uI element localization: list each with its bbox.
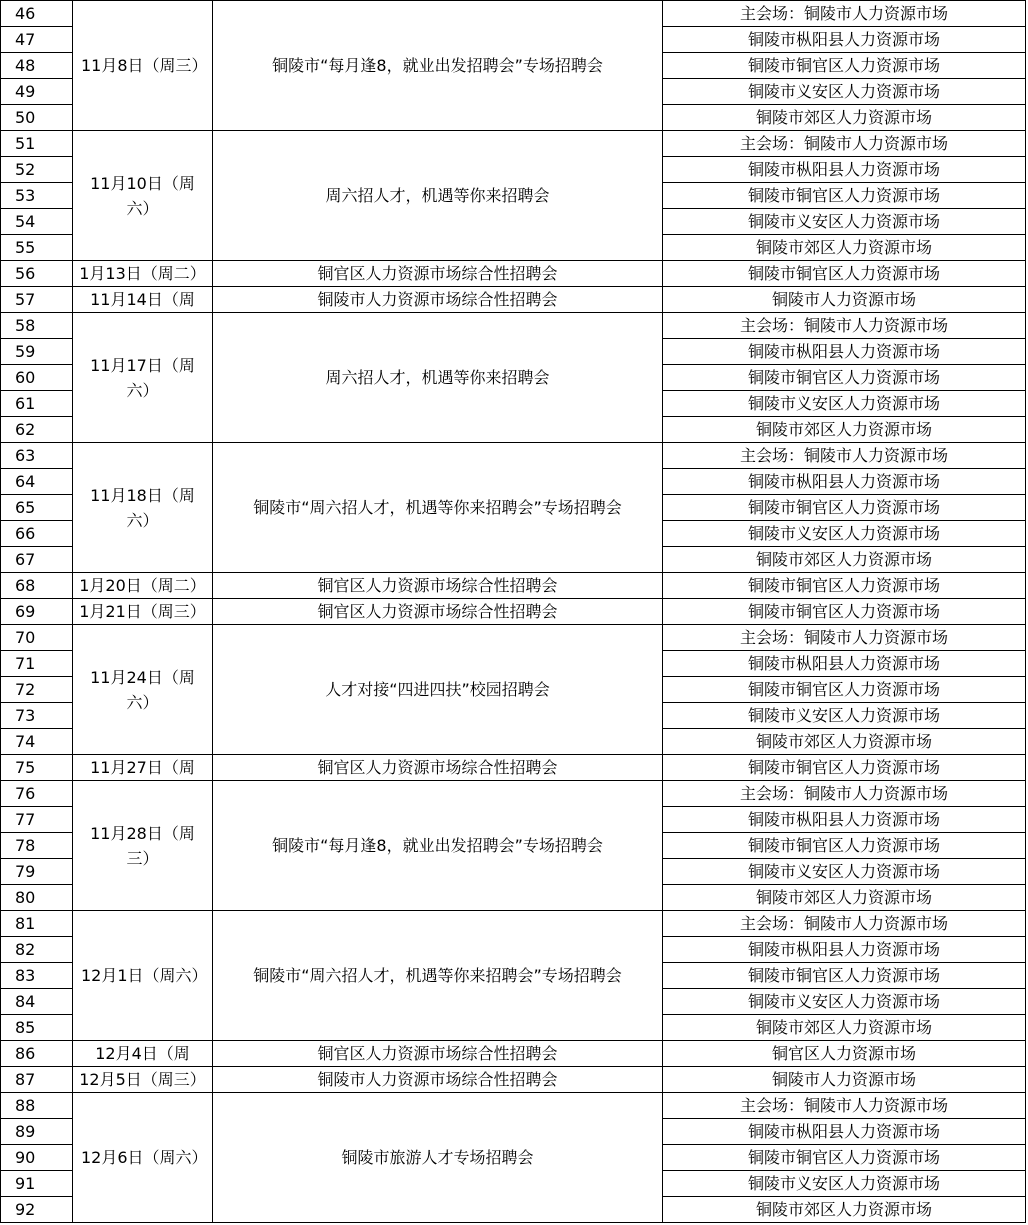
row-number: 64 — [1, 469, 73, 495]
fair-venue: 铜陵市义安区人力资源市场 — [663, 521, 1026, 547]
row-number: 63 — [1, 443, 73, 469]
fair-name: 人才对接“四进四扶”校园招聘会 — [213, 625, 663, 755]
fair-date: 12月5日（周三） — [73, 1067, 213, 1093]
row-number: 91 — [1, 1171, 73, 1197]
fair-venue: 铜陵市铜官区人力资源市场 — [663, 1145, 1026, 1171]
table-row — [1, 1067, 1026, 1093]
table-row — [1, 625, 1026, 651]
row-number: 52 — [1, 157, 73, 183]
fair-venue: 铜陵市义安区人力资源市场 — [663, 391, 1026, 417]
fair-date: 11月17日（周六） — [73, 313, 213, 443]
row-number: 84 — [1, 989, 73, 1015]
row-number: 78 — [1, 833, 73, 859]
fair-venue: 铜陵市铜官区人力资源市场 — [663, 53, 1026, 79]
fair-date: 12月1日（周六） — [73, 911, 213, 1041]
row-number: 88 — [1, 1093, 73, 1119]
fair-venue: 铜陵市枞阳县人力资源市场 — [663, 157, 1026, 183]
row-number: 59 — [1, 339, 73, 365]
row-number: 85 — [1, 1015, 73, 1041]
fair-venue: 铜陵市铜官区人力资源市场 — [663, 261, 1026, 287]
row-number: 54 — [1, 209, 73, 235]
table-body — [1, 1, 1026, 1223]
row-number: 92 — [1, 1197, 73, 1223]
fair-venue: 铜官区人力资源市场 — [663, 1041, 1026, 1067]
fair-venue: 铜陵市枞阳县人力资源市场 — [663, 469, 1026, 495]
table-row — [1, 313, 1026, 339]
fair-name: 铜陵市“周六招人才，机遇等你来招聘会”专场招聘会 — [213, 911, 663, 1041]
row-number: 53 — [1, 183, 73, 209]
fair-venue: 主会场：铜陵市人力资源市场 — [663, 781, 1026, 807]
table-row — [1, 573, 1026, 599]
fair-date: 12月4日（周 — [73, 1041, 213, 1067]
fair-name: 铜官区人力资源市场综合性招聘会 — [213, 573, 663, 599]
row-number: 72 — [1, 677, 73, 703]
fair-venue: 铜陵市人力资源市场 — [663, 287, 1026, 313]
fair-venue: 铜陵市郊区人力资源市场 — [663, 1197, 1026, 1223]
table-row — [1, 1, 1026, 27]
fair-name: 铜陵市旅游人才专场招聘会 — [213, 1093, 663, 1223]
row-number: 61 — [1, 391, 73, 417]
row-number: 76 — [1, 781, 73, 807]
fair-venue: 铜陵市枞阳县人力资源市场 — [663, 807, 1026, 833]
fair-name: 周六招人才，机遇等你来招聘会 — [213, 313, 663, 443]
table-row — [1, 911, 1026, 937]
table-row — [1, 287, 1026, 313]
fair-name: 铜陵市人力资源市场综合性招聘会 — [213, 1067, 663, 1093]
fair-name: 铜官区人力资源市场综合性招聘会 — [213, 599, 663, 625]
fair-name: 铜官区人力资源市场综合性招聘会 — [213, 1041, 663, 1067]
fair-name: 铜官区人力资源市场综合性招聘会 — [213, 755, 663, 781]
fair-date: 11月10日（周六） — [73, 131, 213, 261]
fair-date: 11月18日（周六） — [73, 443, 213, 573]
row-number: 73 — [1, 703, 73, 729]
row-number: 90 — [1, 1145, 73, 1171]
fair-date: 11月24日（周六） — [73, 625, 213, 755]
fair-name: 铜陵市人力资源市场综合性招聘会 — [213, 287, 663, 313]
row-number: 74 — [1, 729, 73, 755]
fair-venue: 铜陵市枞阳县人力资源市场 — [663, 1119, 1026, 1145]
fair-venue: 铜陵市郊区人力资源市场 — [663, 729, 1026, 755]
fair-name: 铜陵市“周六招人才，机遇等你来招聘会”专场招聘会 — [213, 443, 663, 573]
row-number: 86 — [1, 1041, 73, 1067]
fair-venue: 铜陵市枞阳县人力资源市场 — [663, 27, 1026, 53]
row-number: 57 — [1, 287, 73, 313]
fair-date: 11月27日（周 — [73, 755, 213, 781]
fair-venue: 主会场：铜陵市人力资源市场 — [663, 443, 1026, 469]
row-number: 80 — [1, 885, 73, 911]
row-number: 62 — [1, 417, 73, 443]
fair-venue: 铜陵市义安区人力资源市场 — [663, 79, 1026, 105]
fair-venue: 铜陵市铜官区人力资源市场 — [663, 963, 1026, 989]
fair-venue: 主会场：铜陵市人力资源市场 — [663, 313, 1026, 339]
fair-venue: 主会场：铜陵市人力资源市场 — [663, 911, 1026, 937]
fair-venue: 铜陵市枞阳县人力资源市场 — [663, 651, 1026, 677]
fair-venue: 主会场：铜陵市人力资源市场 — [663, 1, 1026, 27]
table-row — [1, 443, 1026, 469]
row-number: 56 — [1, 261, 73, 287]
row-number: 68 — [1, 573, 73, 599]
row-number: 67 — [1, 547, 73, 573]
table-row — [1, 755, 1026, 781]
row-number: 83 — [1, 963, 73, 989]
row-number: 77 — [1, 807, 73, 833]
row-number: 87 — [1, 1067, 73, 1093]
fair-venue: 铜陵市郊区人力资源市场 — [663, 547, 1026, 573]
fair-venue: 铜陵市铜官区人力资源市场 — [663, 183, 1026, 209]
fair-name: 铜陵市“每月逢8，就业出发招聘会”专场招聘会 — [213, 781, 663, 911]
fair-date: 1月20日（周二） — [73, 573, 213, 599]
row-number: 46 — [1, 1, 73, 27]
fair-venue: 主会场：铜陵市人力资源市场 — [663, 1093, 1026, 1119]
fair-venue: 铜陵市枞阳县人力资源市场 — [663, 937, 1026, 963]
fair-name: 铜陵市“每月逢8，就业出发招聘会”专场招聘会 — [213, 1, 663, 131]
row-number: 65 — [1, 495, 73, 521]
fair-venue: 主会场：铜陵市人力资源市场 — [663, 131, 1026, 157]
table-row — [1, 1041, 1026, 1067]
table-row — [1, 131, 1026, 157]
fair-venue: 铜陵市郊区人力资源市场 — [663, 105, 1026, 131]
row-number: 55 — [1, 235, 73, 261]
row-number: 60 — [1, 365, 73, 391]
fair-venue: 铜陵市义安区人力资源市场 — [663, 989, 1026, 1015]
fair-venue: 铜陵市铜官区人力资源市场 — [663, 755, 1026, 781]
row-number: 89 — [1, 1119, 73, 1145]
table-row — [1, 599, 1026, 625]
row-number: 48 — [1, 53, 73, 79]
fair-venue: 铜陵市枞阳县人力资源市场 — [663, 339, 1026, 365]
fair-date: 1月13日（周二） — [73, 261, 213, 287]
fair-venue: 铜陵市义安区人力资源市场 — [663, 1171, 1026, 1197]
fair-venue: 铜陵市铜官区人力资源市场 — [663, 573, 1026, 599]
fair-venue: 铜陵市铜官区人力资源市场 — [663, 599, 1026, 625]
fair-venue: 铜陵市铜官区人力资源市场 — [663, 677, 1026, 703]
fair-venue: 铜陵市郊区人力资源市场 — [663, 1015, 1026, 1041]
fair-venue: 铜陵市郊区人力资源市场 — [663, 417, 1026, 443]
fair-venue: 铜陵市义安区人力资源市场 — [663, 703, 1026, 729]
row-number: 69 — [1, 599, 73, 625]
table-row — [1, 781, 1026, 807]
fair-venue: 主会场：铜陵市人力资源市场 — [663, 625, 1026, 651]
fair-name: 周六招人才，机遇等你来招聘会 — [213, 131, 663, 261]
fair-venue: 铜陵市义安区人力资源市场 — [663, 209, 1026, 235]
fair-date: 11月14日（周 — [73, 287, 213, 313]
row-number: 50 — [1, 105, 73, 131]
fair-venue: 铜陵市人力资源市场 — [663, 1067, 1026, 1093]
row-number: 47 — [1, 27, 73, 53]
fair-date: 11月8日（周三） — [73, 1, 213, 131]
table-row — [1, 261, 1026, 287]
row-number: 70 — [1, 625, 73, 651]
fair-name: 铜官区人力资源市场综合性招聘会 — [213, 261, 663, 287]
row-number: 75 — [1, 755, 73, 781]
row-number: 51 — [1, 131, 73, 157]
fair-venue: 铜陵市铜官区人力资源市场 — [663, 495, 1026, 521]
fair-venue: 铜陵市铜官区人力资源市场 — [663, 833, 1026, 859]
fair-date: 1月21日（周三） — [73, 599, 213, 625]
row-number: 79 — [1, 859, 73, 885]
row-number: 82 — [1, 937, 73, 963]
row-number: 71 — [1, 651, 73, 677]
fair-venue: 铜陵市郊区人力资源市场 — [663, 885, 1026, 911]
row-number: 66 — [1, 521, 73, 547]
fair-venue: 铜陵市郊区人力资源市场 — [663, 235, 1026, 261]
row-number: 58 — [1, 313, 73, 339]
fair-date: 12月6日（周六） — [73, 1093, 213, 1223]
fair-date: 11月28日（周三） — [73, 781, 213, 911]
fair-venue: 铜陵市铜官区人力资源市场 — [663, 365, 1026, 391]
fair-venue: 铜陵市义安区人力资源市场 — [663, 859, 1026, 885]
row-number: 49 — [1, 79, 73, 105]
row-number: 81 — [1, 911, 73, 937]
table-row — [1, 1093, 1026, 1119]
